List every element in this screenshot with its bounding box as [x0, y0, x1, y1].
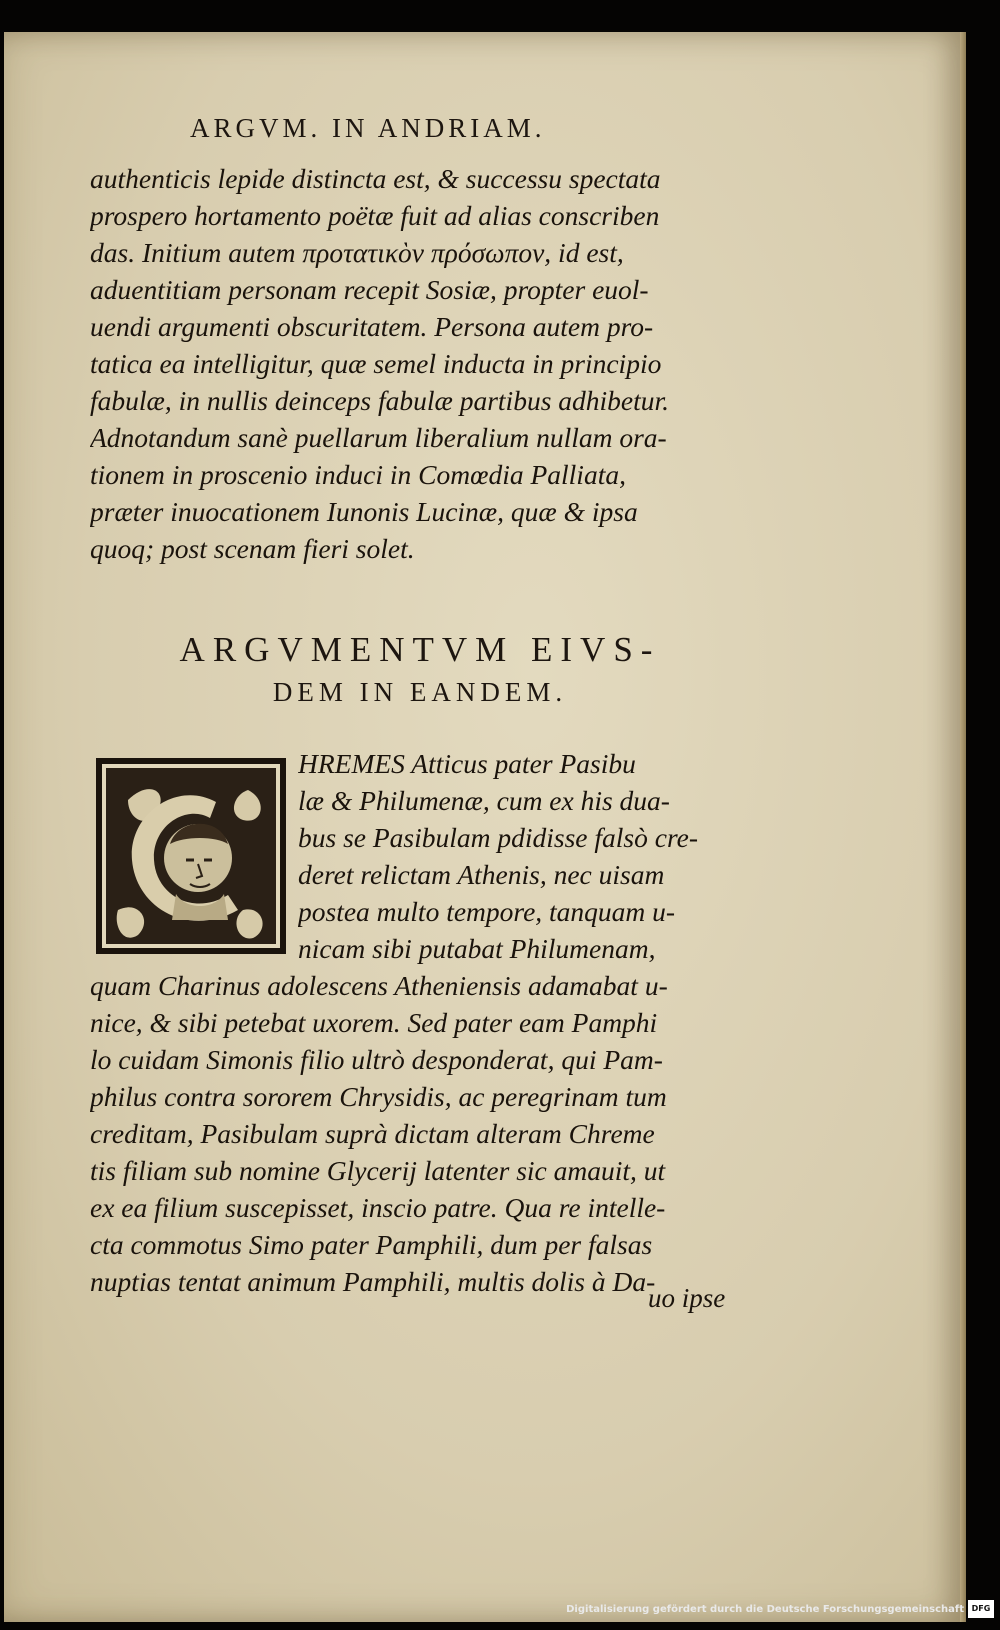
text-line: das. Initium autem προτατικὸν πρόσωπον, id est,	[90, 237, 624, 268]
paragraph-beside-initial	[298, 745, 738, 967]
text-line: prospero hortamento poëtæ fuit ad alias conscriben	[90, 200, 660, 231]
digitization-credit: Digitalisierung gefördert durch die Deutsche Forschungsgemeinschaft	[566, 1604, 964, 1615]
text-line: tionem in proscenio induci in Comœdia Palliata,	[90, 459, 626, 490]
paragraph-continued	[90, 967, 730, 1300]
running-head: ARGVM. IN ANDRIAM.	[190, 113, 546, 143]
text-line: nuptias tentat animum Pamphili, multis dolis à Da-	[90, 1266, 656, 1297]
text-line: cta commotus Simo pater Pamphili, dum per falsas	[90, 1229, 653, 1260]
text-line: lo cuidam Simonis filio ultrò desponderat, qui Pam-	[90, 1044, 663, 1075]
text-line: HREMES Atticus pater Pasibu	[298, 748, 636, 779]
text-line: philus contra sororem Chrysidis, ac peregrinam tum	[90, 1081, 667, 1112]
text-line: nicam sibi putabat Philumenam,	[298, 933, 656, 964]
initial-letter	[98, 952, 99, 953]
text-line: quoq; post scenam fieri solet.	[90, 533, 415, 564]
text-line: Adnotandum sanè puellarum liberalium nullam ora-	[90, 422, 667, 453]
text-line: fabulæ, in nullis deinceps fabulæ partibus adhibetur.	[90, 385, 670, 416]
text-line: bus se Pasibulam pdidisse falsò cre-	[298, 822, 698, 853]
text-line: creditam, Pasibulam suprà dictam alteram Chreme	[90, 1118, 655, 1149]
woodcut-initial-icon	[98, 760, 284, 952]
text-line: aduentitiam personam recepit Sosiæ, propter euol-	[90, 274, 649, 305]
text-line: præter inuocationem Iunonis Lucinæ, quæ & ipsa	[90, 496, 638, 527]
text-line: nice, & sibi petebat uxorem. Sed pater eam Pamphi	[90, 1007, 658, 1038]
section-heading-line2: DEM IN EANDEM.	[272, 677, 568, 707]
page-edge	[960, 32, 966, 1622]
dfg-logo: DFG	[968, 1600, 994, 1618]
catchword: uo ipse	[648, 1283, 726, 1313]
text-line: læ & Philumenæ, cum ex his dua-	[298, 785, 670, 816]
text-line: quam Charinus adolescens Atheniensis adamabat u-	[90, 970, 668, 1001]
text-line: tis filiam sub nomine Glycerij latenter sic amauit, ut	[90, 1155, 666, 1186]
text-line: tatica ea intelligitur, quæ semel inducta in principio	[90, 348, 662, 379]
text-line: deret relictam Athenis, nec uisam	[298, 859, 665, 890]
section-heading-line1: ARGVMENTVM EIVS-	[179, 630, 661, 669]
woodcut-initial	[96, 758, 286, 954]
text-line: authenticis lepide distincta est, & successu spectata	[90, 163, 661, 194]
text-line: postea multo tempore, tanquam u-	[298, 896, 676, 927]
text-line: ex ea filium suscepisset, inscio patre. Qua re intelle-	[90, 1192, 666, 1223]
paragraph-argument-notes	[90, 160, 730, 567]
text-line: uendi argumenti obscuritatem. Persona autem pro-	[90, 311, 654, 342]
